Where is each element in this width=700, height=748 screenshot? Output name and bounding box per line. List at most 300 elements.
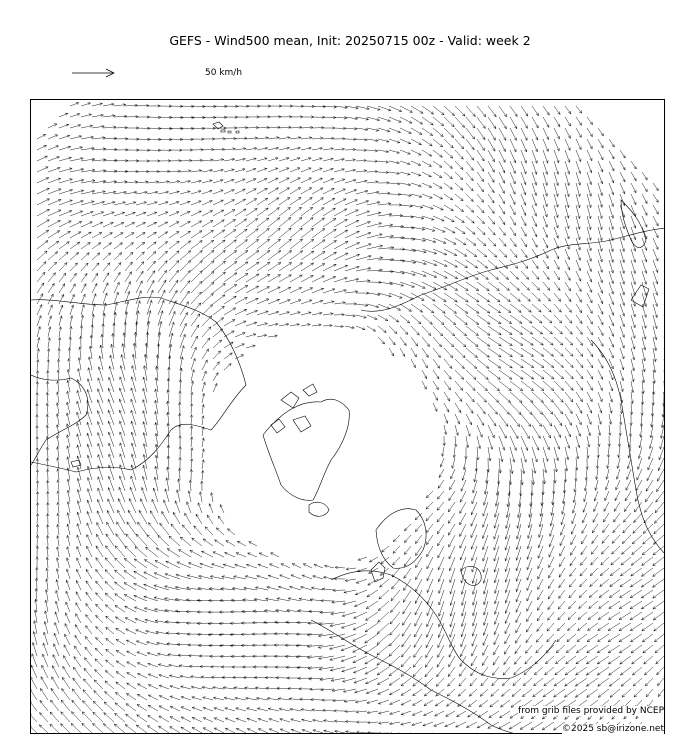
wind-arrow bbox=[76, 592, 81, 601]
wind-arrow bbox=[237, 541, 246, 546]
wind-arrow bbox=[37, 220, 49, 227]
wind-arrow bbox=[642, 612, 654, 620]
wind-arrow bbox=[59, 200, 72, 205]
wind-arrow bbox=[81, 222, 92, 227]
wind-arrow bbox=[191, 381, 193, 392]
wind-arrow-head bbox=[590, 122, 593, 125]
wind-arrow bbox=[455, 370, 464, 379]
wind-arrow bbox=[538, 590, 544, 600]
wind-arrow bbox=[611, 557, 620, 565]
wind-arrow bbox=[180, 251, 191, 260]
wind-arrow-head bbox=[504, 126, 507, 129]
wind-arrow bbox=[455, 238, 466, 245]
wind-arrow bbox=[477, 326, 490, 335]
wind-arrow bbox=[180, 241, 191, 249]
wind-arrow bbox=[499, 337, 512, 346]
wind-arrow bbox=[633, 524, 642, 533]
wind-arrow bbox=[449, 546, 455, 559]
wind-arrow bbox=[532, 139, 537, 152]
wind-arrow bbox=[144, 572, 158, 579]
wind-arrow bbox=[620, 579, 631, 587]
wind-arrow bbox=[125, 262, 132, 271]
wind-arrow-head bbox=[498, 332, 501, 335]
wind-arrow bbox=[433, 348, 441, 358]
wind-arrow-head bbox=[436, 387, 439, 390]
wind-arrow bbox=[426, 491, 433, 498]
wind-arrow bbox=[356, 222, 370, 227]
wind-arrow bbox=[379, 590, 389, 599]
wind-arrow bbox=[268, 188, 278, 194]
wind-arrow bbox=[521, 128, 527, 140]
wind-arrow-head bbox=[608, 639, 611, 642]
wind-arrow bbox=[477, 194, 484, 202]
wind-arrow bbox=[422, 172, 431, 177]
wind-arrow bbox=[590, 568, 598, 576]
wind-arrow-head bbox=[482, 158, 485, 161]
wind-arrow-head bbox=[526, 629, 529, 632]
wind-arrow bbox=[158, 222, 168, 227]
wind-arrow bbox=[471, 513, 477, 526]
wind-arrow bbox=[106, 546, 115, 557]
wind-arrow bbox=[494, 623, 499, 635]
wind-arrow bbox=[634, 513, 642, 523]
wind-arrow-head bbox=[520, 354, 523, 357]
wind-arrow bbox=[105, 593, 114, 601]
wind-arrow bbox=[59, 211, 72, 216]
wind-arrow bbox=[213, 272, 226, 282]
wind-arrow bbox=[587, 161, 592, 173]
wind-arrow bbox=[557, 623, 565, 631]
wind-arrow bbox=[499, 315, 512, 324]
wind-arrow bbox=[444, 106, 455, 116]
wind-arrow bbox=[353, 634, 367, 641]
wind-arrow bbox=[257, 274, 270, 282]
wind-arrow bbox=[598, 392, 602, 402]
wind-arrow bbox=[505, 612, 510, 624]
wind-arrow bbox=[125, 546, 136, 557]
wind-arrow bbox=[460, 513, 467, 525]
wind-arrow bbox=[653, 535, 664, 544]
wind-arrow-head bbox=[492, 179, 494, 182]
wind-arrow bbox=[532, 304, 541, 312]
wind-arrow-head bbox=[520, 332, 523, 335]
wind-arrow bbox=[565, 436, 570, 448]
wind-arrow bbox=[191, 426, 192, 436]
wind-arrow bbox=[455, 293, 468, 302]
wind-arrow-head bbox=[520, 365, 523, 368]
wind-arrow bbox=[567, 634, 576, 642]
wind-arrow bbox=[301, 275, 313, 282]
wind-arrow-head bbox=[404, 576, 407, 579]
wind-arrow bbox=[543, 447, 548, 461]
wind-arrow bbox=[37, 578, 38, 590]
wind-arrow bbox=[390, 623, 400, 635]
wind-arrow bbox=[664, 271, 665, 283]
wind-arrow bbox=[664, 205, 665, 213]
wind-arrow bbox=[488, 194, 494, 203]
wind-arrow bbox=[588, 623, 598, 631]
wind-arrow bbox=[180, 281, 190, 293]
wind-arrow bbox=[404, 524, 411, 531]
wind-arrow bbox=[477, 150, 484, 161]
wind-arrow bbox=[59, 294, 64, 304]
wind-arrow bbox=[103, 263, 110, 271]
wind-arrow bbox=[619, 601, 631, 609]
wind-arrow bbox=[510, 150, 516, 163]
wind-arrow bbox=[620, 183, 625, 194]
wind-arrow-head bbox=[41, 283, 44, 286]
wind-arrow-head bbox=[497, 299, 500, 302]
wind-arrow bbox=[224, 342, 233, 348]
wind-arrow bbox=[180, 334, 185, 348]
wind-arrow bbox=[444, 403, 449, 412]
wind-arrow bbox=[114, 233, 123, 238]
wind-arrow bbox=[433, 172, 442, 178]
wind-arrow bbox=[570, 557, 576, 566]
wind-arrow bbox=[433, 293, 446, 302]
wind-arrow bbox=[224, 364, 231, 371]
wind-arrow-head bbox=[332, 208, 335, 211]
wind-arrow bbox=[460, 502, 466, 513]
wind-arrow bbox=[499, 348, 512, 357]
wind-arrow-head bbox=[590, 376, 593, 379]
wind-arrow bbox=[532, 117, 538, 128]
wind-arrow bbox=[301, 207, 313, 216]
wind-arrow bbox=[103, 222, 113, 227]
wind-arrow bbox=[438, 557, 444, 570]
wind-arrow bbox=[117, 522, 125, 535]
wind-arrow-head bbox=[197, 314, 200, 317]
wind-arrow bbox=[664, 304, 665, 317]
wind-arrow bbox=[444, 117, 454, 127]
wind-arrow bbox=[527, 590, 532, 601]
wind-arrow bbox=[587, 403, 592, 413]
wind-arrow-head bbox=[635, 498, 638, 501]
wind-arrow bbox=[488, 381, 500, 391]
wind-arrow bbox=[213, 329, 223, 337]
wind-arrow-head bbox=[66, 242, 69, 245]
wind-arrow bbox=[126, 629, 136, 634]
wind-arrow bbox=[565, 381, 573, 390]
wind-arrow bbox=[554, 260, 559, 269]
wind-arrow bbox=[521, 161, 526, 174]
wind-arrow bbox=[642, 546, 653, 555]
wind-arrow bbox=[510, 403, 521, 415]
wind-arrow bbox=[439, 469, 444, 478]
wind-arrow bbox=[576, 249, 580, 261]
wind-arrow bbox=[600, 568, 609, 576]
wind-arrow bbox=[37, 188, 49, 194]
wind-arrow bbox=[645, 491, 653, 502]
wind-arrow bbox=[521, 172, 526, 185]
wind-arrow bbox=[368, 579, 378, 585]
wind-arrow bbox=[466, 271, 478, 279]
wind-arrow-head bbox=[131, 233, 134, 236]
wind-arrow bbox=[466, 249, 477, 257]
wind-arrow-head bbox=[653, 585, 656, 588]
wind-arrow bbox=[488, 293, 500, 302]
wind-arrow bbox=[601, 546, 609, 554]
wind-arrow-head bbox=[87, 242, 90, 245]
wind-arrow-head bbox=[630, 606, 633, 609]
wind-arrow bbox=[422, 370, 427, 379]
wind-arrow bbox=[580, 568, 587, 576]
wind-arrow bbox=[455, 161, 463, 170]
wind-arrow bbox=[224, 230, 236, 239]
wind-arrow-head bbox=[498, 343, 501, 346]
wind-arrow bbox=[439, 568, 445, 582]
wind-arrow bbox=[557, 634, 565, 642]
wind-arrow bbox=[521, 227, 526, 236]
wind-arrow bbox=[664, 315, 665, 329]
wind-arrow bbox=[331, 612, 345, 614]
coastline-greenland bbox=[263, 399, 349, 500]
wind-arrow bbox=[70, 222, 82, 228]
wind-arrow bbox=[70, 242, 80, 249]
wind-arrow bbox=[422, 194, 432, 198]
wind-arrow bbox=[515, 634, 521, 643]
wind-arrow bbox=[560, 535, 565, 546]
wind-arrow bbox=[598, 315, 603, 325]
wind-arrow bbox=[477, 337, 490, 346]
wind-arrow bbox=[466, 326, 479, 336]
wind-arrow bbox=[554, 403, 563, 414]
wind-arrow bbox=[554, 216, 558, 228]
wind-arrow bbox=[576, 282, 581, 292]
wind-arrow bbox=[471, 524, 477, 538]
wind-arrow bbox=[455, 172, 463, 180]
wind-arrow bbox=[114, 282, 119, 293]
wind-arrow bbox=[345, 210, 358, 216]
wind-arrow bbox=[477, 414, 484, 426]
wind-arrow bbox=[301, 228, 314, 238]
wind-arrow bbox=[444, 370, 451, 379]
wind-arrow-head bbox=[630, 584, 633, 587]
wind-arrow bbox=[427, 557, 433, 569]
wind-arrow bbox=[422, 359, 428, 368]
wind-arrow bbox=[146, 547, 159, 557]
wind-arrow-head bbox=[298, 197, 301, 200]
wind-arrow-head bbox=[409, 309, 412, 312]
wind-arrow bbox=[169, 536, 180, 546]
wind-arrow bbox=[114, 272, 120, 282]
wind-arrow bbox=[81, 326, 82, 338]
wind-arrow bbox=[116, 628, 125, 634]
wind-arrow bbox=[642, 205, 647, 215]
wind-arrow-head bbox=[116, 639, 119, 642]
wind-arrow bbox=[631, 403, 632, 415]
wind-arrow-field bbox=[31, 102, 665, 734]
wind-arrow bbox=[510, 359, 523, 368]
wind-arrow bbox=[510, 282, 520, 290]
wind-arrow bbox=[466, 161, 473, 170]
wind-arrow-head bbox=[609, 606, 612, 609]
wind-arrow-head bbox=[598, 628, 601, 631]
wind-arrow bbox=[466, 403, 473, 413]
wind-arrow bbox=[312, 188, 323, 194]
wind-arrow-head bbox=[287, 188, 290, 191]
wind-arrow bbox=[380, 579, 389, 587]
wind-arrow bbox=[92, 273, 98, 282]
wind-arrow bbox=[612, 546, 621, 554]
wind-arrow bbox=[48, 252, 58, 260]
wind-arrow bbox=[488, 271, 499, 280]
wind-arrow bbox=[565, 326, 572, 334]
wind-arrow bbox=[635, 491, 642, 501]
wind-arrow-head bbox=[430, 133, 433, 136]
wind-arrow bbox=[613, 524, 620, 533]
wind-arrow bbox=[653, 359, 655, 373]
wind-arrow-head bbox=[216, 373, 219, 376]
wind-arrow bbox=[653, 612, 664, 620]
wind-arrow bbox=[416, 546, 423, 556]
wind-arrow bbox=[341, 645, 356, 651]
wind-arrow bbox=[609, 612, 621, 620]
wind-arrow bbox=[141, 499, 148, 513]
wind-arrow bbox=[169, 270, 179, 282]
wind-arrow-head bbox=[537, 607, 540, 610]
wind-arrow bbox=[207, 515, 213, 524]
wind-arrow bbox=[400, 194, 411, 196]
wind-arrow bbox=[494, 645, 500, 655]
wind-arrow bbox=[548, 601, 554, 610]
wind-arrow-head bbox=[300, 263, 303, 266]
wind-arrow bbox=[334, 199, 346, 205]
wind-arrow bbox=[466, 128, 475, 139]
wind-arrow-head bbox=[548, 596, 551, 599]
wind-arrow bbox=[96, 569, 103, 579]
wind-arrow bbox=[642, 392, 643, 405]
wind-arrow bbox=[448, 502, 455, 512]
wind-arrow-head bbox=[231, 331, 234, 334]
wind-arrow bbox=[354, 601, 367, 607]
wind-arrow-head bbox=[429, 154, 432, 157]
wind-arrow bbox=[455, 139, 464, 149]
wind-arrow bbox=[180, 160, 192, 161]
wind-arrow bbox=[433, 392, 438, 401]
wind-arrow bbox=[169, 222, 179, 227]
wind-arrow bbox=[504, 645, 510, 654]
wind-arrow bbox=[455, 315, 467, 325]
wind-arrow bbox=[147, 252, 156, 261]
wind-arrow bbox=[48, 200, 61, 206]
wind-arrow bbox=[543, 238, 548, 248]
wind-arrow bbox=[85, 636, 92, 645]
wind-arrow bbox=[488, 282, 499, 291]
wind-arrow bbox=[367, 270, 382, 271]
wind-arrow-head bbox=[462, 231, 465, 234]
reference-arrow-label: 50 km/h bbox=[205, 68, 243, 78]
wind-arrow bbox=[488, 337, 501, 346]
wind-arrow bbox=[444, 205, 453, 211]
wind-arrow-head bbox=[509, 365, 512, 368]
wind-arrow bbox=[37, 348, 39, 359]
wind-arrow bbox=[642, 623, 653, 631]
wind-arrow bbox=[59, 242, 69, 249]
wind-arrow bbox=[631, 216, 636, 228]
wind-arrow bbox=[48, 210, 61, 216]
wind-arrow bbox=[114, 263, 121, 272]
wind-arrow bbox=[598, 337, 603, 346]
wind-arrow bbox=[180, 468, 181, 480]
wind-arrow-head bbox=[630, 628, 633, 631]
wind-arrow bbox=[169, 261, 179, 272]
wind-arrow bbox=[106, 616, 114, 623]
wind-arrow-head bbox=[502, 211, 505, 214]
wind-arrow-head bbox=[568, 288, 571, 291]
wind-arrow bbox=[570, 546, 576, 555]
wind-arrow bbox=[471, 535, 477, 549]
wind-arrow-head bbox=[117, 522, 120, 525]
wind-arrow bbox=[587, 304, 592, 314]
wind-arrow bbox=[466, 293, 479, 302]
wind-arrow-head bbox=[391, 353, 394, 356]
wind-arrow bbox=[549, 546, 554, 557]
wind-arrow bbox=[488, 128, 495, 140]
wind-arrow-head bbox=[447, 398, 450, 401]
wind-arrow bbox=[477, 183, 484, 192]
wind-arrow bbox=[598, 359, 603, 368]
wind-arrow bbox=[604, 502, 609, 511]
wind-arrow bbox=[191, 211, 201, 216]
wind-arrow bbox=[76, 614, 81, 623]
wind-arrow bbox=[301, 127, 313, 128]
wind-arrow bbox=[536, 634, 543, 642]
wind-arrow bbox=[48, 189, 61, 194]
wind-arrow bbox=[455, 326, 467, 336]
wind-arrow bbox=[630, 612, 642, 620]
wind-arrow bbox=[160, 523, 169, 535]
wind-arrow bbox=[455, 205, 464, 212]
wind-arrow-head bbox=[234, 284, 237, 287]
wind-arrow bbox=[108, 388, 114, 403]
wind-arrow bbox=[598, 612, 609, 620]
wind-arrow bbox=[477, 403, 485, 414]
wind-arrow bbox=[592, 524, 598, 533]
wind-arrow bbox=[389, 293, 402, 298]
wind-arrow bbox=[246, 274, 259, 282]
wind-arrow bbox=[393, 546, 400, 553]
wind-arrow bbox=[391, 590, 400, 601]
wind-arrow bbox=[472, 491, 477, 504]
wind-arrow bbox=[466, 304, 479, 313]
wind-arrow bbox=[477, 128, 485, 140]
wind-arrow-head bbox=[106, 273, 109, 276]
wind-arrow bbox=[510, 414, 520, 427]
wind-arrow-head bbox=[311, 263, 314, 266]
wind-arrow bbox=[414, 623, 422, 637]
wind-arrow bbox=[422, 304, 434, 313]
wind-arrow-head bbox=[492, 190, 495, 193]
wind-arrow-head bbox=[568, 123, 571, 126]
wind-arrow-head bbox=[233, 296, 236, 299]
wind-arrow bbox=[488, 249, 497, 257]
wind-arrow bbox=[92, 283, 97, 293]
wind-arrow-head bbox=[537, 618, 540, 621]
wind-arrow bbox=[235, 229, 247, 238]
wind-arrow bbox=[609, 348, 613, 358]
wind-arrow bbox=[433, 161, 442, 167]
wind-arrow bbox=[460, 535, 466, 548]
wind-arrow bbox=[139, 510, 147, 524]
wind-arrow bbox=[488, 304, 501, 313]
wind-arrow-head bbox=[75, 635, 78, 638]
wind-arrow bbox=[532, 425, 540, 438]
wind-arrow bbox=[108, 499, 114, 513]
wind-arrow bbox=[37, 305, 42, 316]
wind-arrow bbox=[499, 271, 509, 280]
wind-arrow bbox=[576, 106, 582, 113]
